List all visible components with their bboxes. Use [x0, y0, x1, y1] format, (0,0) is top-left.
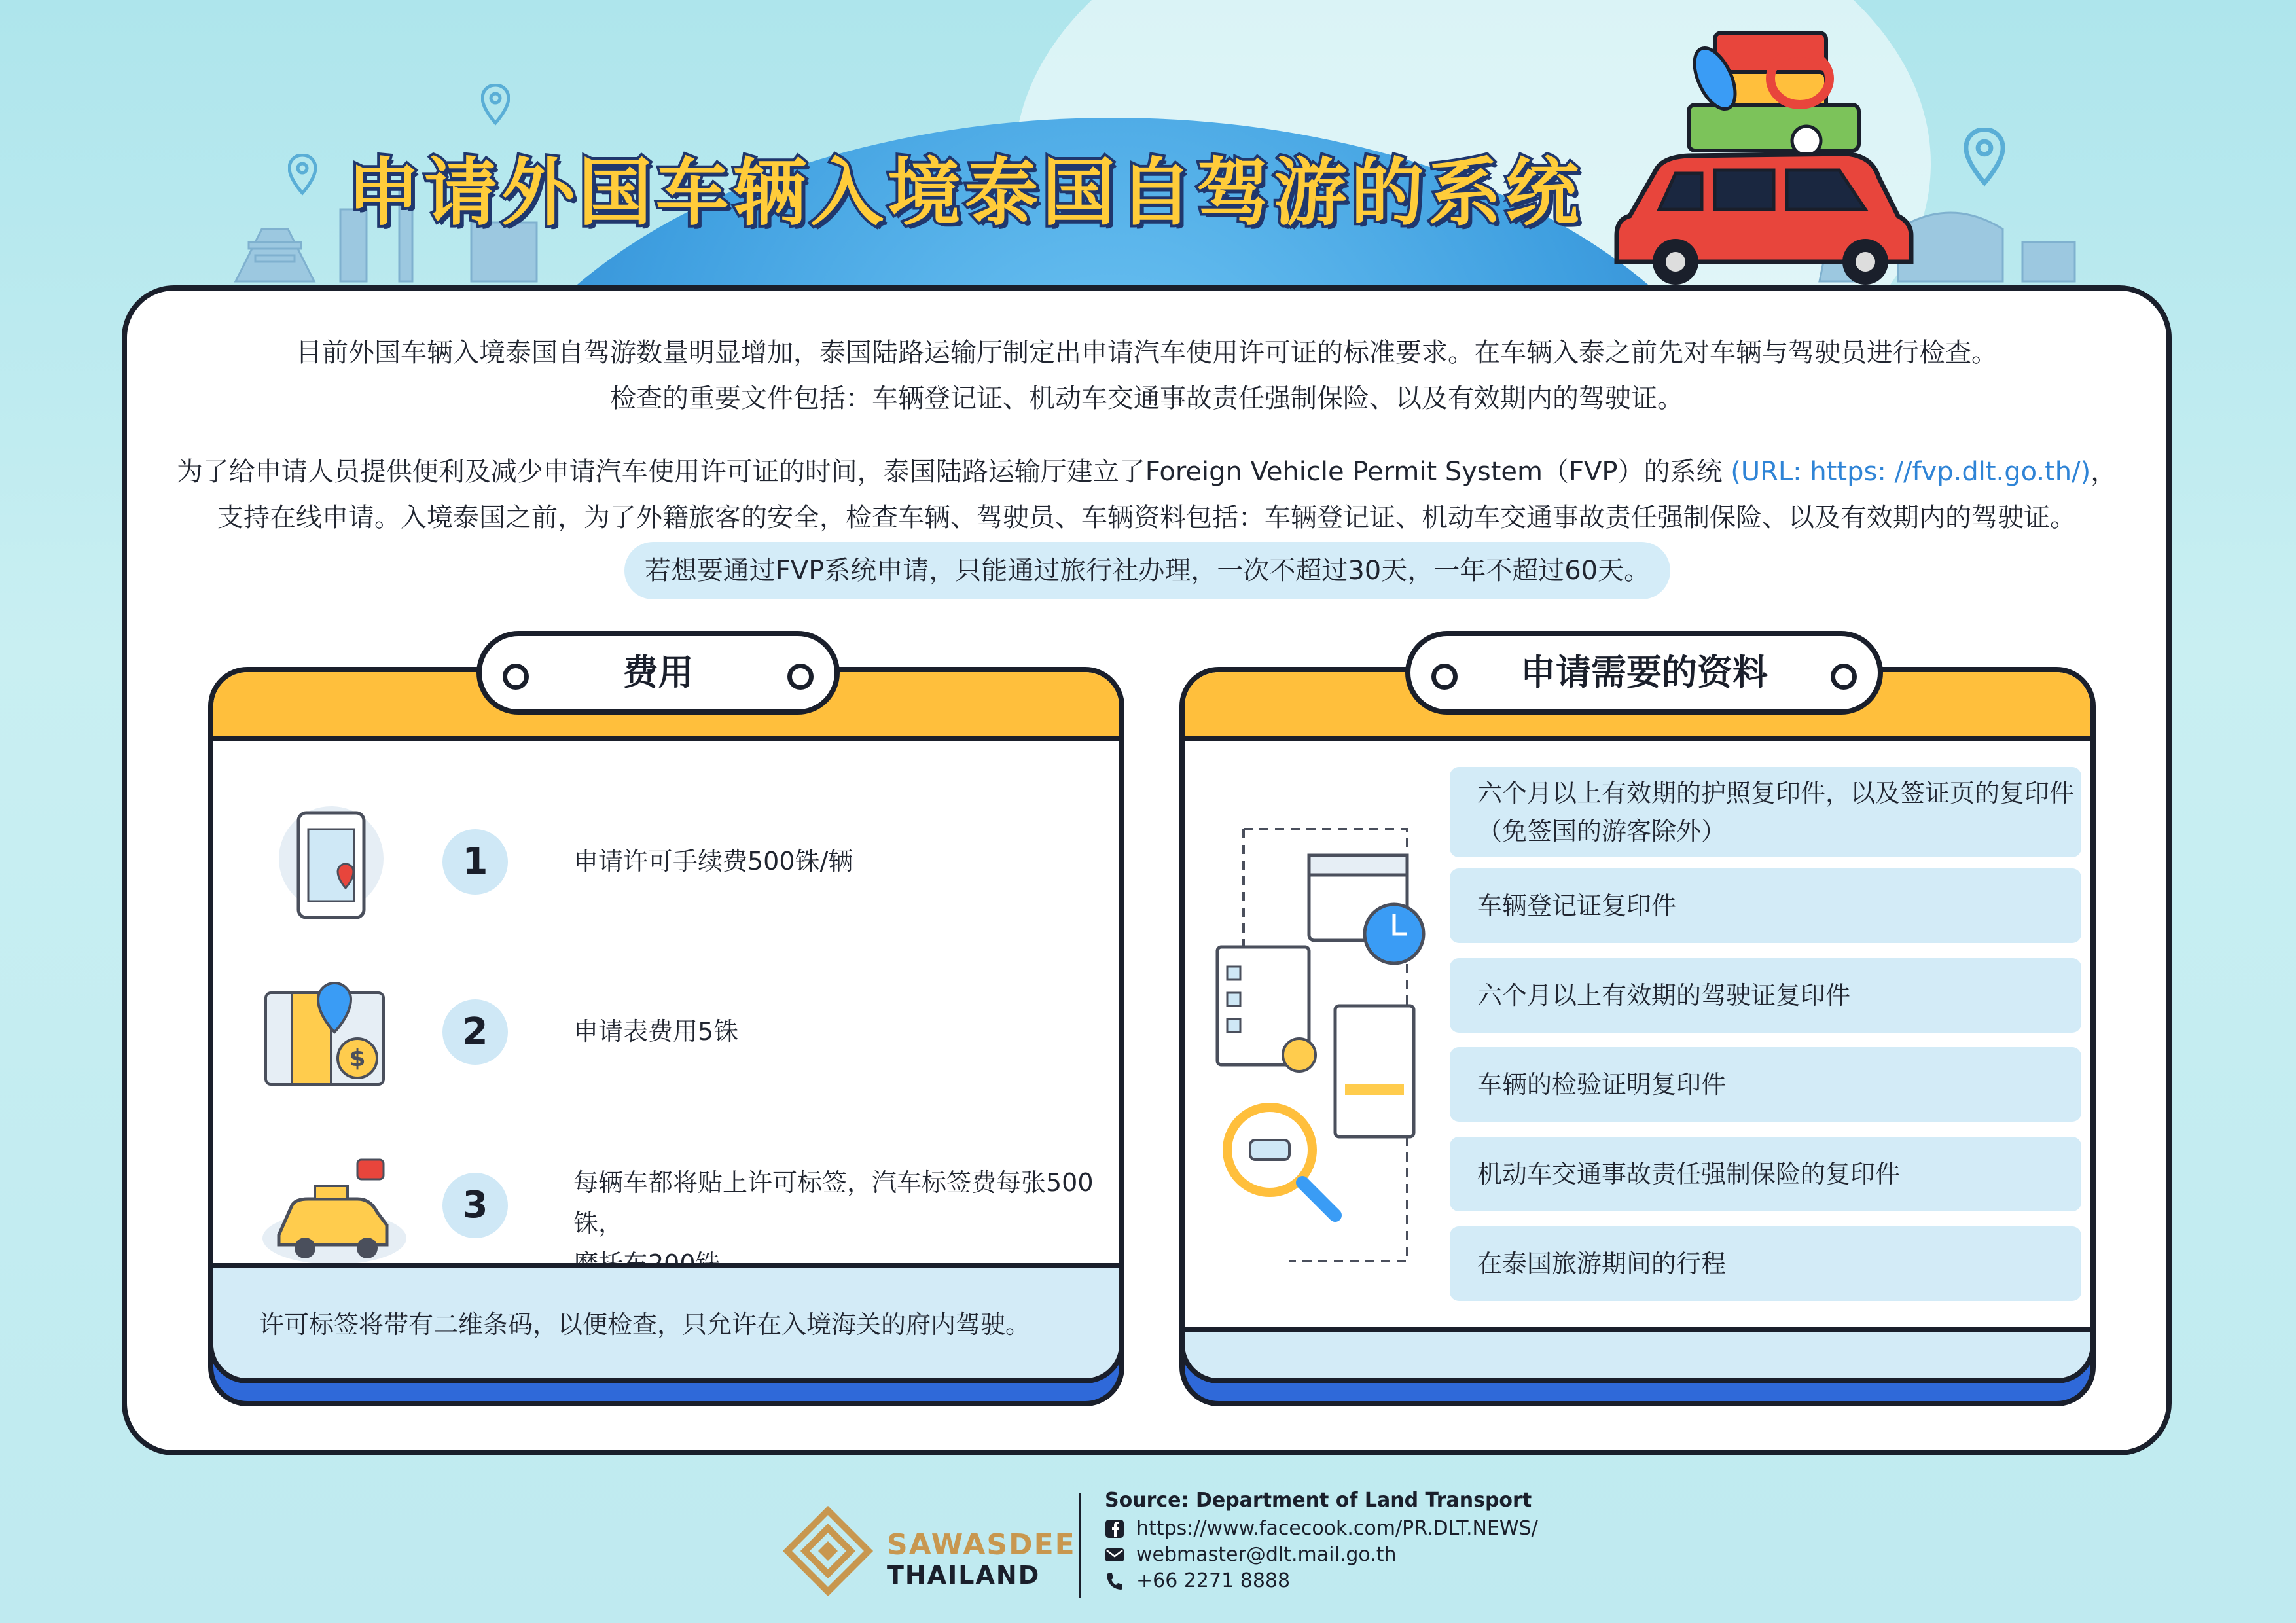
intro-line-1: 目前外国车辆入境泰国自驾游数量明显增加，泰国陆路运输厅制定出申请汽车使用许可证的标准要求。在车辆入泰之前先对车辆与驾驶员进行检查。 [296, 338, 1998, 368]
fees-footer-note: 许可标签将带有二维条码，以便检查，只允许在入境海关的府内驾驶。 [259, 1310, 1031, 1339]
email-row [1105, 1543, 1397, 1566]
fee-item [253, 1140, 1103, 1271]
fee-number-badge: 2 [442, 999, 508, 1065]
taxi-icon [253, 1140, 410, 1271]
phone-row [1105, 1569, 1290, 1592]
documents-card-footer-band [1185, 1327, 2090, 1378]
document-item: 车辆登记证复印件 [1450, 868, 2081, 943]
source-label: Source: Department of Land Transport [1105, 1489, 1532, 1512]
svg-text:$: $ [349, 1045, 366, 1072]
fee-text: 申请许可手续费500铢/辆 [573, 847, 853, 876]
facebook-row [1105, 1517, 1538, 1540]
email-link[interactable]: webmaster@dlt.mail.go.th [1136, 1543, 1397, 1566]
fvp-callout: 若想要通过FVP系统申请，只能通过旅行社办理，一次不超过30天，一年不超过60天。 [624, 542, 1670, 599]
fees-card-title: 费用 [622, 652, 694, 693]
location-pin-icon [1964, 128, 2005, 187]
fee-number-badge: 3 [442, 1173, 508, 1238]
fees-card-tab [476, 631, 840, 715]
intro-line-3: 为了给申请人员提供便利及减少申请汽车使用许可证的时间，泰国陆路运输厅建立了Foreign Vehicle Permit System（FVP）的系统 (URL: https: //fvp.dlt.go.th/)， [176, 457, 2117, 487]
fees-card [208, 652, 1124, 1403]
map-phone-icon [253, 796, 410, 927]
facebook-link[interactable]: https://www.facecook.com/PR.DLT.NEWS/ [1136, 1517, 1538, 1540]
documents-illustration [1211, 816, 1446, 1287]
page-title: 申请外国车辆入境泰国自驾游的系统 [347, 151, 1583, 236]
fee-item [253, 967, 1103, 1097]
documents-card-title: 申请需要的资料 [1520, 652, 1768, 693]
map-money-icon [253, 967, 410, 1097]
fvp-url-link[interactable]: (URL: https: //fvp.dlt.go.th/) [1731, 457, 2091, 487]
document-item: 六个月以上有效期的驾驶证复印件 [1450, 958, 2081, 1033]
intro-line-2: 检查的重要文件包括：车辆登记证、机动车交通事故责任强制保险、以及有效期内的驾驶证。 [610, 383, 1683, 414]
document-item: 机动车交通事故责任强制保险的复印件 [1450, 1137, 2081, 1211]
facebook-icon [1105, 1519, 1124, 1539]
phone-number[interactable]: +66 2271 8888 [1136, 1569, 1291, 1592]
fees-card-footer-band [213, 1263, 1119, 1378]
email-icon [1105, 1545, 1124, 1565]
main-panel [122, 285, 2172, 1455]
logo-text-thailand: THAILAND [887, 1561, 1041, 1590]
location-pin-icon [288, 154, 317, 196]
document-item: 车辆的检验证明复印件 [1450, 1047, 2081, 1122]
phone-icon [1105, 1571, 1124, 1591]
sawasdee-logo-icon [782, 1505, 874, 1597]
fee-text: 申请表费用5铢 [573, 1017, 739, 1046]
car-with-luggage-illustration [1604, 20, 1944, 288]
document-item: 在泰国旅游期间的行程 [1450, 1226, 2081, 1301]
logo-text-sawasdee: SAWASDEE [887, 1528, 1076, 1561]
intro-text [127, 330, 2166, 541]
fee-item [253, 796, 1103, 927]
documents-card [1179, 652, 2096, 1403]
fee-text: 每辆车都将贴上许可标签，汽车标签费每张500铢， [573, 1168, 1094, 1238]
fee-number-badge: 1 [442, 829, 508, 895]
intro-line-4: 支持在线申请。入境泰国之前，为了外籍旅客的安全，检查车辆、驾驶员、车辆资料包括：车辆登记证、机动车交通事故责任强制保险、以及有效期内的驾驶证。 [217, 503, 2076, 533]
footer-divider [1079, 1493, 1081, 1598]
document-item: 六个月以上有效期的护照复印件，以及签证页的复印件 （免签国的游客除外） [1450, 767, 2081, 857]
documents-card-tab [1405, 631, 1883, 715]
location-pin-icon [481, 84, 510, 126]
